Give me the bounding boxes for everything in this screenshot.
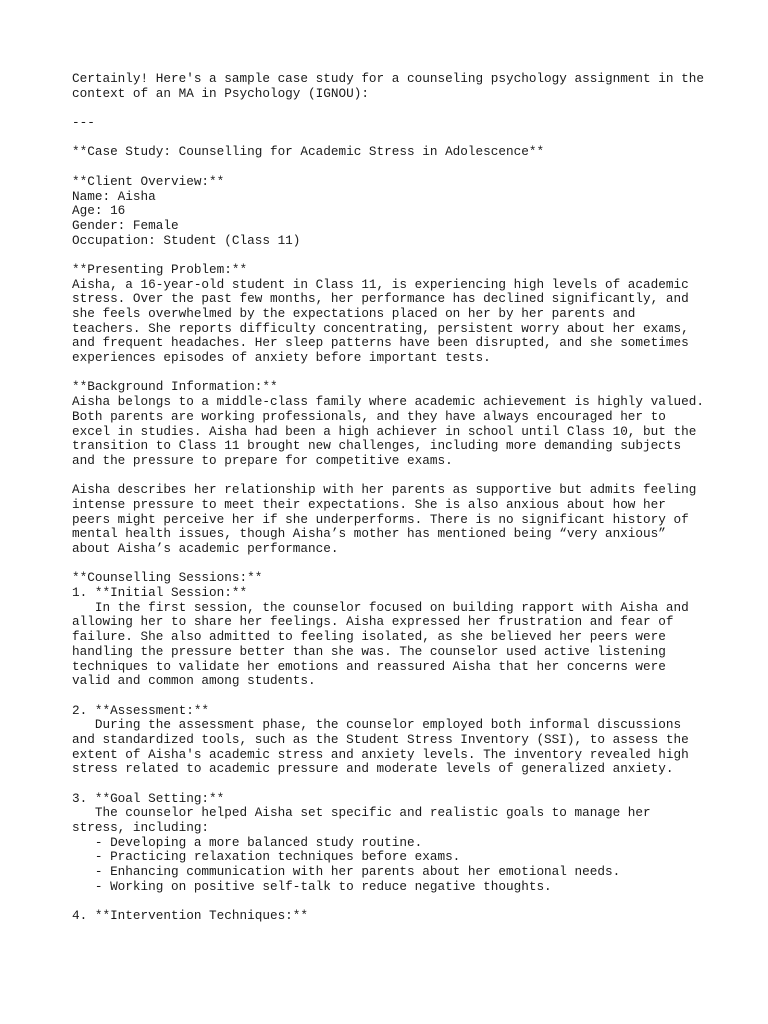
text-line: The counselor helped Aisha set specific and realistic goals to manage her [72, 805, 651, 821]
text-line: 3. **Goal Setting:** [72, 790, 225, 806]
text-line: **Presenting Problem:** [72, 261, 248, 277]
text-line: 4. **Intervention Techniques:** [72, 908, 309, 924]
text-line [72, 160, 712, 175]
text-line: 1. **Initial Session:** [72, 585, 248, 601]
text-line: **Case Study: Counselling for Academic Stress in Adolescence** [72, 144, 545, 160]
text-line: and frequent headaches. Her sleep patterns have been disrupted, and she sometimes [72, 335, 689, 351]
text-line: teachers. She reports difficulty concentrating, persistent worry about her exams, [72, 320, 689, 336]
text-line: and the pressure to prepare for competitive exams. [72, 452, 453, 468]
text-line: --- [72, 115, 95, 131]
text-line: extent of Aisha's academic stress and anxiety levels. The inventory revealed high [72, 746, 689, 762]
text-line: **Background Information:** [72, 379, 278, 395]
text-line [72, 101, 712, 116]
text-line: 2. **Assessment:** [72, 702, 210, 718]
text-line: mental health issues, though Aisha’s mother has mentioned being “very anxious” [72, 526, 666, 542]
text-line: Name: Aisha [72, 188, 156, 204]
text-line [72, 895, 712, 910]
text-line: **Client Overview:** [72, 173, 225, 189]
text-line: - Working on positive self-talk to reduce negative thoughts. [72, 878, 552, 894]
document-body [72, 72, 712, 924]
text-line: stress, including: [72, 820, 210, 836]
text-line: Age: 16 [72, 203, 126, 219]
text-line: valid and common among students. [72, 673, 316, 689]
text-line: stress. Over the past few months, her performance has declined significantly, and [72, 291, 689, 307]
text-line: intense pressure to meet their expectations. She is also anxious about how her [72, 496, 666, 512]
text-line: transition to Class 11 brought new challenges, including more demanding subjects [72, 438, 682, 454]
text-line: allowing her to share her feelings. Aisha expressed her frustration and fear of [72, 614, 674, 630]
text-line [72, 469, 712, 484]
text-line: excel in studies. Aisha had been a high achiever in school until Class 10, but the [72, 423, 697, 439]
text-line: Certainly! Here's a sample case study for a counseling psychology assignment in the [72, 71, 704, 86]
text-line [72, 557, 712, 572]
text-line [72, 689, 712, 704]
text-line: - Practicing relaxation techniques before exams. [72, 849, 461, 865]
text-line: about Aisha’s academic performance. [72, 541, 339, 556]
text-line [72, 131, 712, 146]
text-line: During the assessment phase, the counselor employed both informal discussions [72, 717, 682, 733]
text-line: - Developing a more balanced study routine. [72, 834, 423, 850]
text-line: Aisha describes her relationship with her parents as supportive but admits feeling [72, 482, 697, 498]
text-line: - Enhancing communication with her parents about her emotional needs. [72, 864, 621, 880]
text-line [72, 777, 712, 792]
text-line: failure. She also admitted to feeling isolated, as she believed her peers were [72, 629, 666, 645]
text-line: stress related to academic pressure and moderate levels of generalized anxiety. [72, 761, 674, 777]
text-line: Aisha belongs to a middle-class family where academic achievement is highly valued. [72, 394, 704, 410]
text-line: Gender: Female [72, 217, 179, 233]
text-line: Aisha, a 16-year-old student in Class 11, is experiencing high levels of academic [72, 276, 689, 292]
text-line: she feels overwhelmed by the expectations placed on her by her parents and [72, 306, 636, 321]
text-line: In the first session, the counselor focused on building rapport with Aisha and [72, 599, 689, 615]
text-line: **Counselling Sessions:** [72, 570, 263, 586]
text-line: and standardized tools, such as the Student Stress Inventory (SSI), to assess the [72, 731, 689, 747]
text-line: experiences episodes of anxiety before important tests. [72, 350, 491, 366]
text-line [72, 366, 712, 381]
text-line: techniques to validate her emotions and reassured Aisha that her concerns were [72, 658, 666, 674]
text-line [72, 248, 712, 263]
text-line: handling the pressure better than she was. The counselor used active listening [72, 643, 666, 659]
text-line: Occupation: Student (Class 11) [72, 232, 301, 248]
text-line: Both parents are working professionals, and they have always encouraged her to [72, 408, 666, 424]
text-line: context of an MA in Psychology (IGNOU): [72, 85, 369, 101]
text-line: peers might perceive her if she underperforms. There is no significant history of [72, 511, 689, 527]
